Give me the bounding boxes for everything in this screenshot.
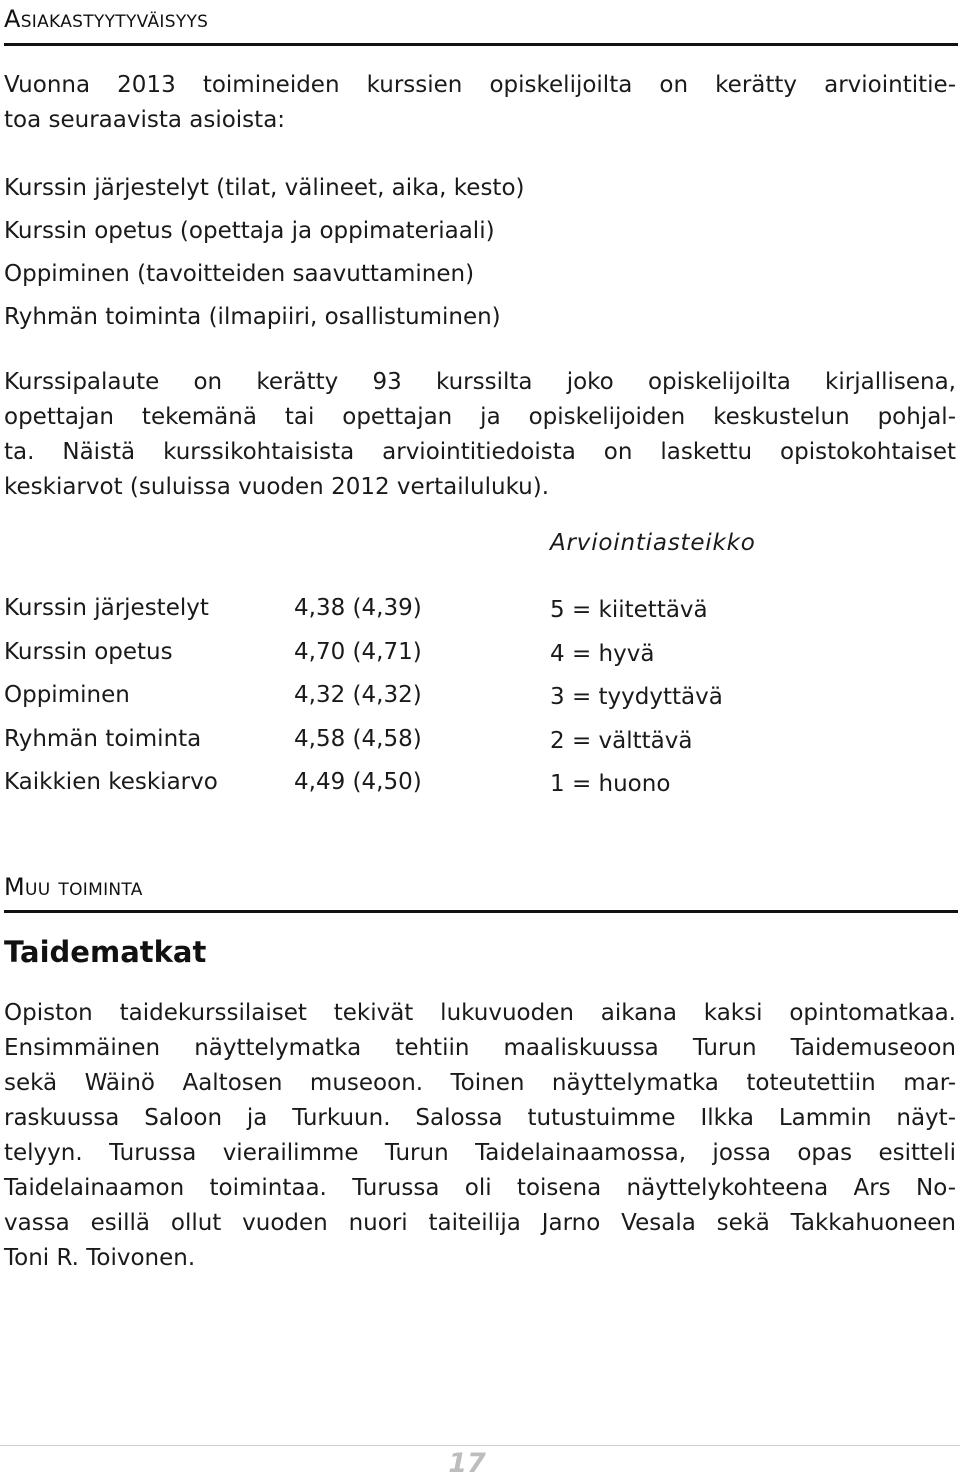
body-line: Ensimmäinen näyttelymatka tehtiin maaliskuussa Turun Taidemuseoon	[4, 1035, 956, 1061]
body-line: telyyn. Turussa vierailimme Turun Taidelainaamossa, jossa opas esitteli	[4, 1140, 956, 1166]
result-value: 4,38 (4,39)	[294, 595, 422, 621]
result-value: 4,70 (4,71)	[294, 638, 422, 665]
criteria-item: Ryhmän toiminta (ilmapiiri, osallistuminen)	[4, 304, 501, 330]
intro-paragraph	[4, 68, 956, 138]
page-number: 17	[448, 1448, 486, 1479]
criteria-item: Kurssin opetus (opettaja ja oppimateriaali)	[4, 218, 495, 244]
section-heading-asiakastyytyvaisyys: Asiakastyytyväisyys	[4, 5, 209, 33]
result-label: Kurssin järjestelyt	[4, 595, 209, 621]
subheading-taidematkat: Taidematkat	[4, 935, 207, 969]
scale-entry: 1 = huono	[550, 771, 671, 797]
rating-scale-title: Arviointiasteikko	[550, 530, 756, 556]
scale-entry: 4 = hyvä	[550, 640, 655, 667]
results-row	[4, 761, 956, 805]
results-row	[4, 674, 956, 718]
result-value: 4,58 (4,58)	[294, 725, 422, 752]
feedback-line: opettajan tekemänä tai opettajan ja opiskelijoiden keskustelun pohjal-	[4, 404, 956, 430]
body-line: Taidelainaamon toimintaa. Turussa oli toisena näyttelykohteena Ars No-	[4, 1175, 956, 1201]
result-value: 4,32 (4,32)	[294, 682, 422, 708]
body-line: raskuussa Saloon ja Turkuun. Salossa tutustuimme Ilkka Lammin näyt-	[4, 1105, 956, 1131]
criteria-item: Kurssin järjestelyt (tilat, välineet, aika, kesto)	[4, 175, 525, 201]
scale-entry: 2 = välttävä	[550, 727, 693, 754]
body-line: sekä Wäinö Aaltosen museoon. Toinen näyttelymatka toteutettiin mar-	[4, 1070, 956, 1096]
results-row	[4, 587, 956, 631]
results-table	[4, 587, 956, 805]
result-value: 4,49 (4,50)	[294, 769, 422, 795]
results-row	[4, 631, 956, 675]
scale-entry: 5 = kiitettävä	[550, 597, 708, 623]
body-line: Toni R. Toivonen.	[4, 1245, 196, 1271]
taidematkat-paragraph	[4, 996, 956, 1276]
result-label: Ryhmän toiminta	[4, 725, 202, 752]
section-heading-muu-toiminta: Muu toiminta	[4, 873, 143, 901]
criteria-item: Oppiminen (tavoitteiden saavuttaminen)	[4, 261, 475, 287]
feedback-line: Kurssipalaute on kerätty 93 kurssilta joko opiskelijoilta kirjallisena,	[4, 369, 956, 395]
section-divider	[4, 910, 958, 913]
footer-divider	[0, 1445, 960, 1446]
criteria-list	[4, 167, 525, 339]
result-label: Kaikkien keskiarvo	[4, 769, 218, 795]
results-row	[4, 718, 956, 762]
result-label: Oppiminen	[4, 682, 130, 708]
feedback-paragraph	[4, 365, 956, 505]
intro-line: Vuonna 2013 toimineiden kurssien opiskelijoilta on kerätty arviointitie-	[4, 72, 956, 98]
feedback-line: ta. Näistä kurssikohtaisista arviointitiedoista on laskettu opistokohtaiset	[4, 439, 956, 465]
result-label: Kurssin opetus	[4, 638, 173, 665]
intro-line: toa seuraavista asioista:	[4, 107, 286, 133]
feedback-line: keskiarvot (suluissa vuoden 2012 vertailuluku).	[4, 474, 550, 500]
section-divider	[4, 43, 958, 46]
body-line: Opiston taidekurssilaiset tekivät lukuvuoden aikana kaksi opintomatkaa.	[4, 1000, 956, 1026]
body-line: vassa esillä ollut vuoden nuori taiteilija Jarno Vesala sekä Takkahuoneen	[4, 1210, 956, 1236]
scale-entry: 3 = tyydyttävä	[550, 684, 723, 710]
